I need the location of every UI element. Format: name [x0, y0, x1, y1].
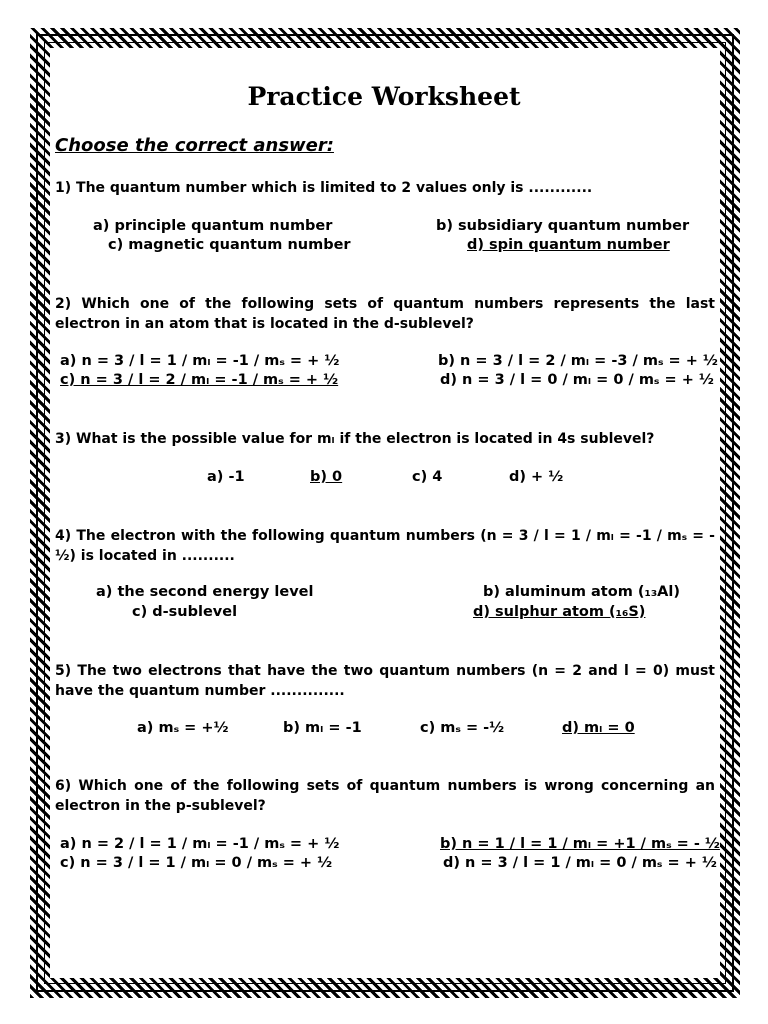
q2-option-b: b) n = 3 / l = 2 / mₗ = -3 / mₛ = + ½ — [438, 353, 718, 369]
question-2: 2) Which one of the following sets of quantum numbers represents the last electron in an atom that is located in the d-sublevel? — [55, 296, 715, 332]
q4-option-c: c) d-sublevel — [132, 604, 238, 620]
question-6: 6) Which one of the following sets of quantum numbers is wrong concerning an electron in the p-sublevel? — [55, 778, 715, 814]
q6-option-d: d) n = 3 / l = 1 / mₗ = 0 / mₛ = + ½ — [443, 855, 717, 871]
q1-option-b: b) subsidiary quantum number — [436, 218, 690, 234]
q4-option-d-correct: d) sulphur atom (₁₆S) — [473, 604, 646, 620]
q3-option-a: a) -1 — [207, 469, 245, 485]
q5-option-a: a) mₛ = +½ — [137, 720, 229, 736]
question-5: 5) The two electrons that have the two quantum numbers (n = 2 and l = 0) must have the quantum number .............. — [55, 663, 715, 699]
decorative-border — [30, 28, 740, 998]
q2-option-c-correct: c) n = 3 / l = 2 / mₗ = -1 / mₛ = + ½ — [60, 372, 339, 388]
q3-option-c: c) 4 — [412, 469, 443, 485]
q1-option-d-correct: d) spin quantum number — [467, 237, 670, 253]
q5-option-b: b) mₗ = -1 — [283, 720, 362, 736]
q5-option-d-correct: d) mₗ = 0 — [562, 720, 635, 736]
q6-option-c: c) n = 3 / l = 1 / mₗ = 0 / mₛ = + ½ — [60, 855, 333, 871]
q6-option-a: a) n = 2 / l = 1 / mₗ = -1 / mₛ = + ½ — [60, 836, 340, 852]
q3-option-d: d) + ½ — [509, 469, 564, 485]
q6-option-b-correct: b) n = 1 / l = 1 / mₗ = +1 / mₛ = - ½ — [440, 836, 720, 852]
q4-option-b: b) aluminum atom (₁₃Al) — [483, 584, 680, 600]
question-3: 3) What is the possible value for mₗ if the electron is located in 4s sublevel? — [55, 431, 655, 447]
q5-option-c: c) mₛ = -½ — [420, 720, 505, 736]
q3-option-b-correct: b) 0 — [310, 469, 343, 485]
q4-option-a: a) the second energy level — [96, 584, 314, 600]
instructions-heading: Choose the correct answer: — [55, 135, 334, 156]
q1-option-c: c) magnetic quantum number — [108, 237, 351, 253]
q2-option-a: a) n = 3 / l = 1 / mₗ = -1 / mₛ = + ½ — [60, 353, 340, 369]
q1-option-a: a) principle quantum number — [93, 218, 333, 234]
question-4: 4) The electron with the following quantum numbers (n = 3 / l = 1 / mₗ = -1 / mₛ = - ½) is located in .......... — [55, 528, 715, 564]
q2-option-d: d) n = 3 / l = 0 / mₗ = 0 / mₛ = + ½ — [440, 372, 714, 388]
page-title: Practice Worksheet — [247, 82, 521, 111]
question-1: 1) The quantum number which is limited to 2 values only is ............ — [55, 180, 593, 196]
